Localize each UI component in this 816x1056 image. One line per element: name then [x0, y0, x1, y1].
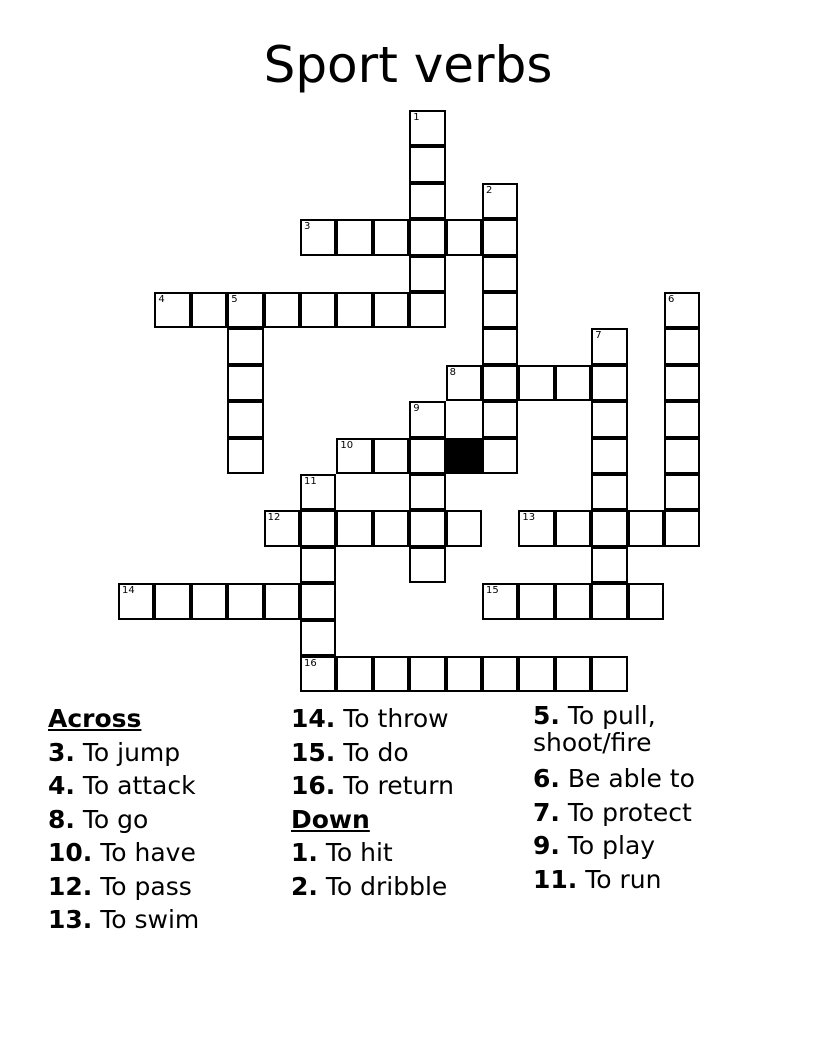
- grid-cell[interactable]: [409, 438, 445, 474]
- grid-cell[interactable]: [264, 510, 300, 546]
- clue-number: 4: [158, 294, 165, 305]
- grid-cell[interactable]: [191, 583, 227, 619]
- grid-cell[interactable]: [227, 583, 263, 619]
- grid-cell[interactable]: [664, 365, 700, 401]
- grid-cell[interactable]: [664, 401, 700, 437]
- clue-number: 15: [486, 585, 499, 597]
- grid-cell[interactable]: [409, 256, 445, 292]
- grid-cell[interactable]: [518, 583, 554, 619]
- clue-across-3: 3. To jump: [48, 737, 181, 767]
- grid-cell[interactable]: [191, 292, 227, 328]
- grid-cell[interactable]: [446, 656, 482, 692]
- grid-cell[interactable]: [482, 328, 518, 364]
- grid-cell[interactable]: [518, 656, 554, 692]
- grid-cell[interactable]: [591, 474, 627, 510]
- clue-down-11: 11. To run: [533, 864, 662, 894]
- grid-cell[interactable]: [664, 328, 700, 364]
- grid-cell[interactable]: [154, 583, 190, 619]
- clue-across-16: 16. To return: [291, 771, 454, 800]
- grid-cell[interactable]: [664, 292, 700, 328]
- grid-cell[interactable]: [555, 656, 591, 692]
- grid-cell[interactable]: [446, 365, 482, 401]
- grid-cell[interactable]: [446, 510, 482, 546]
- grid-cell[interactable]: [409, 146, 445, 182]
- clue-number: 3: [304, 221, 311, 233]
- grid-cell[interactable]: [118, 583, 154, 619]
- grid-cell[interactable]: [336, 656, 372, 692]
- grid-cell[interactable]: [518, 365, 554, 401]
- down-heading: Down: [291, 804, 370, 834]
- clue-across-8: 8. To go: [48, 804, 149, 834]
- grid-cell[interactable]: [482, 219, 518, 255]
- grid-cell[interactable]: [300, 474, 336, 510]
- grid-cell[interactable]: [409, 401, 445, 437]
- grid-cell[interactable]: [373, 656, 409, 692]
- grid-cell[interactable]: [264, 583, 300, 619]
- grid-cell[interactable]: [409, 292, 445, 328]
- clue-number: 6: [668, 294, 675, 305]
- grid-cell[interactable]: [664, 510, 700, 546]
- grid-cell[interactable]: [409, 547, 445, 583]
- grid-cell[interactable]: [300, 656, 336, 692]
- grid-cell[interactable]: [482, 438, 518, 474]
- puzzle-title: Sport verbs: [263, 36, 553, 94]
- clue-down-6: 6. Be able to: [533, 764, 695, 793]
- clue-number: 11: [304, 476, 317, 487]
- clue-column-3: [533, 702, 695, 896]
- grid-cell[interactable]: [591, 438, 627, 474]
- grid-cell[interactable]: [373, 219, 409, 255]
- clue-number: 16: [304, 658, 317, 669]
- clue-across-12: 12. To pass: [48, 871, 192, 901]
- grid-cell[interactable]: [154, 292, 190, 328]
- grid-cell[interactable]: [227, 438, 263, 474]
- grid-cell[interactable]: [336, 219, 372, 255]
- grid-cell[interactable]: [300, 547, 336, 583]
- grid-cell[interactable]: [555, 365, 591, 401]
- grid-cell[interactable]: [482, 656, 518, 692]
- clue-number: 13: [522, 512, 536, 524]
- grid-cell[interactable]: [482, 183, 518, 219]
- grid-cell[interactable]: [336, 292, 372, 328]
- across-heading: Across: [48, 704, 142, 733]
- grid-cell[interactable]: [227, 365, 263, 401]
- grid-cell[interactable]: [591, 510, 627, 546]
- grid-cell[interactable]: [591, 365, 627, 401]
- grid-cell[interactable]: [336, 438, 372, 474]
- clue-down-5: 5. To pull, shoot/fire: [533, 701, 656, 757]
- clue-number: 1: [413, 112, 420, 123]
- grid-cell[interactable]: [482, 292, 518, 328]
- clue-across-14: 14. To throw: [291, 704, 449, 733]
- grid-cell[interactable]: [300, 620, 336, 656]
- grid-cell[interactable]: [664, 438, 700, 474]
- grid-cell[interactable]: [409, 183, 445, 219]
- clue-across-10: 10. To have: [48, 838, 196, 867]
- grid-cell[interactable]: [373, 292, 409, 328]
- clue-number: 9: [413, 403, 420, 415]
- clue-number: 12: [267, 512, 281, 524]
- grid-cell[interactable]: [555, 510, 591, 546]
- grid-cell[interactable]: [591, 547, 627, 583]
- grid-cell[interactable]: [482, 256, 518, 292]
- grid-cell[interactable]: [482, 583, 518, 619]
- grid-cell[interactable]: [555, 583, 591, 619]
- grid-cell[interactable]: [227, 401, 263, 437]
- clue-across-4: 4. To attack: [48, 771, 196, 800]
- grid-cell[interactable]: [300, 583, 336, 619]
- grid-cell[interactable]: [227, 292, 263, 328]
- grid-cell[interactable]: [227, 328, 263, 364]
- grid-cell[interactable]: [482, 365, 518, 401]
- grid-cell[interactable]: [409, 474, 445, 510]
- grid-cell[interactable]: [664, 474, 700, 510]
- clue-number: 5: [231, 294, 238, 305]
- grid-cell[interactable]: [409, 656, 445, 692]
- grid-cell[interactable]: [518, 510, 554, 546]
- clue-down-7: 7. To protect: [533, 797, 692, 827]
- clue-column-2: [291, 702, 454, 903]
- grid-cell[interactable]: [591, 328, 627, 364]
- grid-cell[interactable]: [264, 292, 300, 328]
- grid-cell[interactable]: [300, 510, 336, 546]
- grid-cell[interactable]: [409, 110, 445, 146]
- clue-down-2: 2. To dribble: [291, 871, 448, 901]
- clue-down-9: 9. To play: [533, 831, 656, 860]
- clue-number: 10: [340, 439, 354, 451]
- grid-cell[interactable]: [628, 510, 664, 546]
- grid-cell[interactable]: [300, 219, 336, 255]
- grid-cell[interactable]: [628, 583, 664, 619]
- clue-number: 8: [449, 366, 456, 378]
- clue-across-15: 15. To do: [291, 737, 409, 767]
- grid-cell[interactable]: [373, 438, 409, 474]
- grid-cell[interactable]: [300, 292, 336, 328]
- clue-down-1: 1. To hit: [291, 838, 393, 867]
- grid-cell[interactable]: [409, 510, 445, 546]
- grid-cell[interactable]: [591, 656, 627, 692]
- clue-number: 14: [122, 585, 135, 597]
- grid-cell[interactable]: [591, 583, 627, 619]
- grid-cell[interactable]: [591, 401, 627, 437]
- clue-number: 7: [595, 330, 602, 342]
- grid-cell[interactable]: [446, 219, 482, 255]
- clue-number: 2: [486, 184, 493, 196]
- blocked-cell: [446, 438, 482, 474]
- grid-cell[interactable]: [336, 510, 372, 546]
- grid-cell[interactable]: [482, 401, 518, 437]
- grid-cell[interactable]: [409, 219, 445, 255]
- grid-cell[interactable]: [373, 510, 409, 546]
- clue-across-13: 13. To swim: [48, 905, 200, 934]
- clue-column-1: [48, 702, 199, 937]
